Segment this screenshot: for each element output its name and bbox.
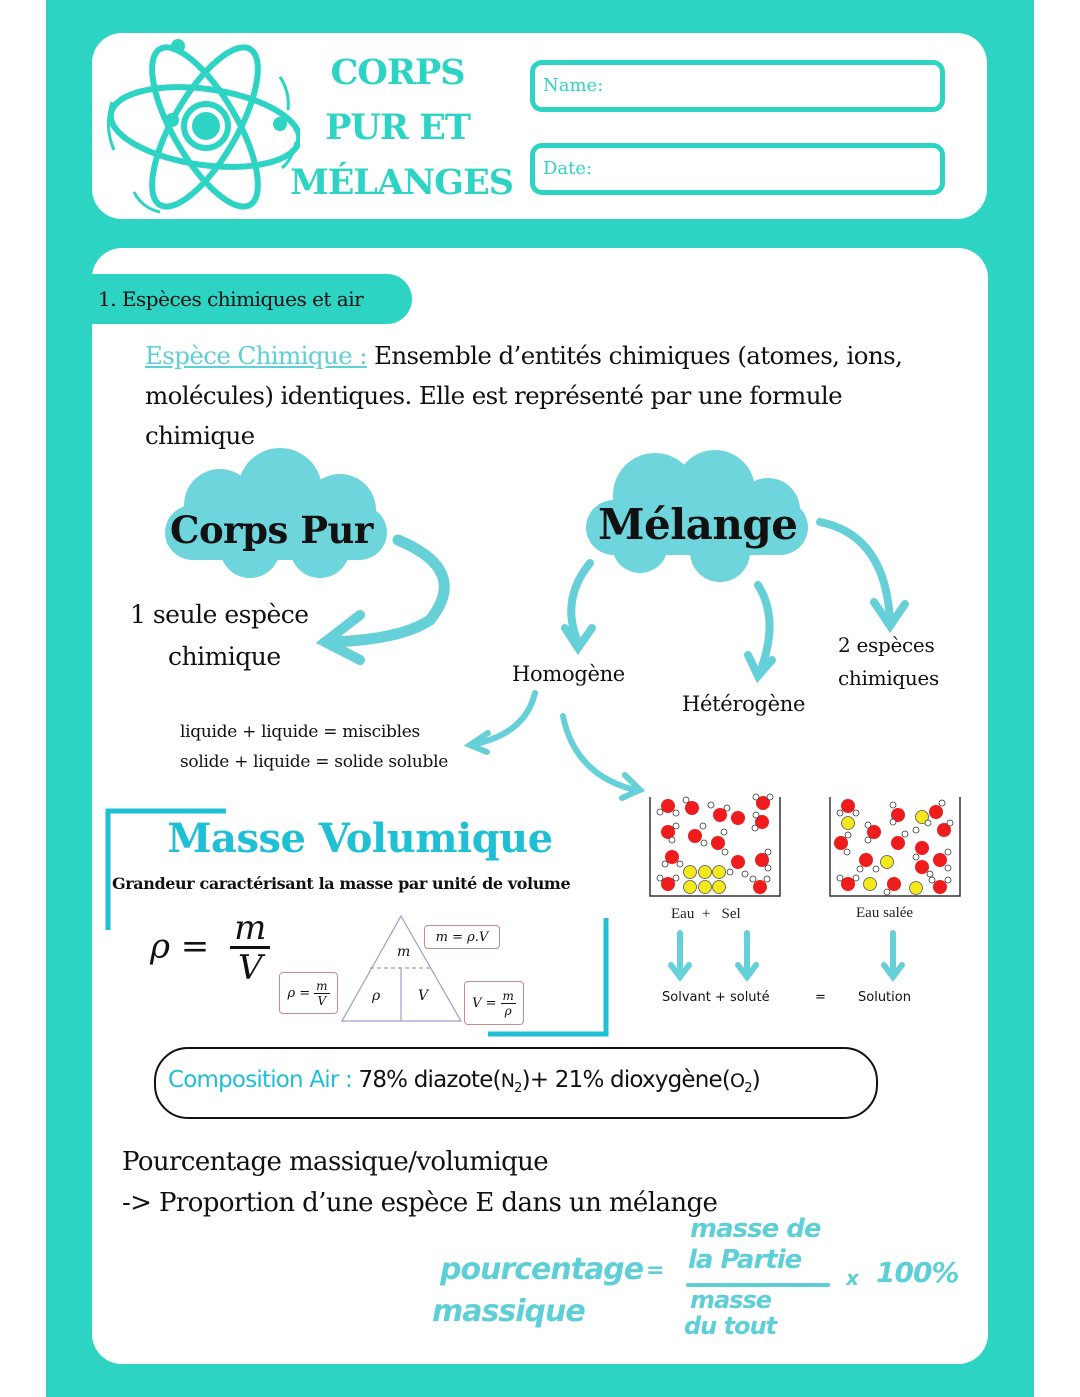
melange-label: Mélange — [598, 500, 798, 549]
formula-denominator: V — [237, 948, 263, 988]
solution-label: Solution — [858, 990, 911, 1005]
beaker-left-molecules — [657, 794, 773, 894]
beaker-right-molecules — [834, 799, 953, 895]
triangle-right-v: V — [418, 988, 429, 1004]
box-v-equals — [464, 981, 524, 1025]
box-m-equals: m = ρ.V — [424, 925, 500, 949]
corps-pur-desc-line2: chimique — [168, 642, 281, 671]
solvant-solute-label: Solvant + soluté — [662, 990, 770, 1005]
title-line-2: PUR ET — [325, 107, 470, 148]
name-field-label: Name: — [543, 75, 604, 96]
hand-equals: = — [646, 1258, 664, 1283]
branch-especes-line2: chimiques — [838, 666, 939, 690]
hand-factor: 100% — [876, 1256, 959, 1289]
hand-times: x — [846, 1266, 858, 1290]
box-rho-lhs: ρ = — [287, 985, 311, 1001]
box-v-den: ρ — [504, 1003, 512, 1018]
homogene-note-1: liquide + liquide = miscibles — [180, 722, 420, 742]
corps-pur-label: Corps Pur — [170, 508, 373, 552]
density-formula — [150, 910, 270, 987]
n2-subscript: 2 — [514, 1080, 522, 1096]
definition-text: Ensemble d’entités chimiques (atomes, ions, molécules) identiques. Elle est représenté par une formule chimique — [145, 341, 903, 450]
box-v-num: m — [502, 988, 514, 1003]
corps-pur-desc-line1: 1 seule espèce — [130, 600, 309, 629]
pourcentage-line1: Pourcentage massique/volumique — [122, 1147, 549, 1177]
hand-lhs-line2: massique — [432, 1294, 585, 1329]
section-heading: 1. Espèces chimiques et air — [98, 287, 364, 311]
branch-heterogene: Hétérogène — [682, 692, 806, 716]
air-part1: 78% diazote( — [352, 1067, 501, 1093]
branch-homogene: Homogène — [512, 662, 625, 686]
definition-term: Espèce Chimique : — [145, 341, 367, 370]
equals-sign: = — [815, 990, 826, 1005]
title-line-3: MÉLANGES — [290, 162, 514, 203]
masse-volumique-subtitle: Grandeur caractérisant la masse par unité de volume — [112, 874, 571, 893]
hand-den-line1: masse — [690, 1286, 772, 1314]
box-rho-equals — [279, 972, 338, 1014]
pourcentage-line2: -> Proportion d’une espèce E dans un mélange — [122, 1188, 718, 1218]
triangle-top-m: m — [397, 944, 411, 960]
n2-formula — [500, 1070, 522, 1096]
left-beaker-label: Eau + Sel — [671, 906, 741, 922]
air-part2: )+ 21% dioxygène( — [521, 1067, 731, 1093]
masse-volumique-title: Masse Volumique — [167, 815, 553, 862]
box-v-lhs: V = — [472, 995, 497, 1011]
box-rho-num: m — [316, 978, 328, 993]
title-line-1: CORPS — [330, 52, 465, 93]
hand-num-line2: la Partie — [688, 1245, 802, 1275]
box-rho-den: V — [317, 993, 327, 1008]
air-label: Composition Air : — [168, 1067, 352, 1093]
hand-num-line1: masse de — [690, 1214, 821, 1244]
air-composition-text — [168, 1067, 760, 1096]
right-beaker-label: Eau salée — [856, 905, 914, 921]
o2-formula — [730, 1070, 752, 1096]
branch-especes-line1: 2 espèces — [838, 633, 935, 657]
hand-lhs-line1: pourcentage — [440, 1252, 644, 1287]
formula-fraction — [230, 910, 270, 987]
triangle-left-rho: ρ — [372, 988, 381, 1004]
formula-lhs: ρ = — [150, 926, 210, 967]
o2-subscript: 2 — [744, 1080, 752, 1096]
box-rho-fraction — [314, 979, 329, 1008]
formula-numerator: m — [230, 910, 270, 949]
o2-symbol: O — [730, 1070, 745, 1092]
n2-symbol: N — [500, 1070, 515, 1092]
box-v-fraction — [501, 989, 516, 1018]
date-field-label: Date: — [543, 158, 593, 179]
homogene-note-2: solide + liquide = solide soluble — [180, 752, 448, 772]
hand-den-line2: du tout — [684, 1312, 777, 1340]
air-composition-box — [154, 1047, 878, 1119]
air-part3: ) — [751, 1067, 760, 1093]
pourcentage-block — [122, 1142, 717, 1224]
